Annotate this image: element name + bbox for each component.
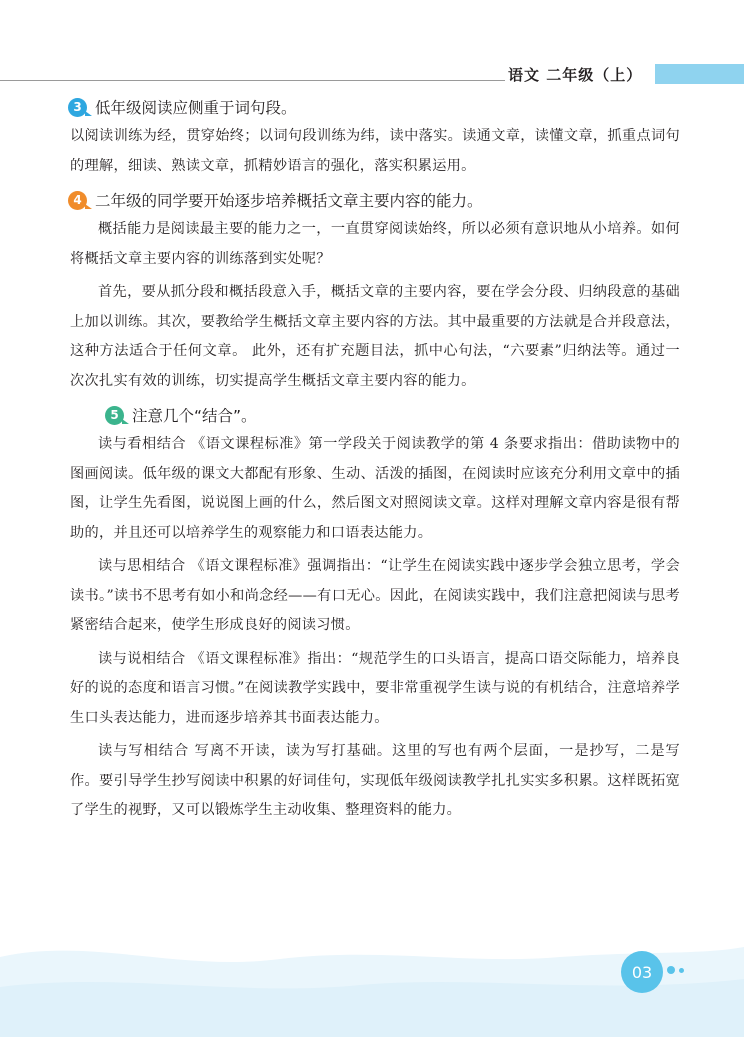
- page-number: 03: [621, 951, 663, 993]
- section-heading-5: [105, 400, 680, 430]
- page-body: [70, 92, 680, 830]
- header-rule: [0, 80, 505, 81]
- paragraph: 概括能力是阅读最主要的能力之一，一直贯穿阅读始终，所以必须有意识地从小培养。如何将概括文章主要内容的训练落到实处呢？: [70, 221, 680, 267]
- decorative-dot: [667, 966, 675, 974]
- section-number-badge: 3: [68, 98, 87, 117]
- section-heading-text: 低年级阅读应侧重于词句段。: [95, 99, 297, 117]
- header-color-bar: [655, 64, 744, 84]
- section-heading-text: 注意几个“结合”。: [132, 407, 257, 425]
- paragraph: 读与思相结合 《语文课程标准》强调指出：“让学生在阅读实践中逐步学会独立思考，学会读书。”读书不思考有如小和尚念经——有口无心。因此，在阅读实践中，我们注意把阅读与思考紧密结合起来，使学生形成良好的阅读习惯。: [70, 558, 680, 633]
- paragraph: 读与说相结合 《语文课程标准》指出：“规范学生的口头语言，提高口语交际能力，培养良好的说的态度和语言习惯。”在阅读教学实践中，要非常重视学生读与说的有机结合，注意培养学生口头表达能力，进而逐步培养其书面表达能力。: [70, 650, 680, 726]
- section-heading-3: [68, 92, 680, 122]
- paragraph: 首先，要从抓分段和概括段意入手，概括文章的主要内容，要在学会分段、归纳段意的基础上加以训练。其次，要教给学生概括文章主要内容的方法。其中最重要的方法就是合并段意法，这种方法适合于任何文章。 此外，还有扩充题目法，抓中心句法，“六要素”归纳法等。通过一次次扎实有效的训练，切实提高学生概括文章主要内容的能力。: [70, 284, 680, 389]
- section-heading-4: [68, 185, 680, 215]
- section-number-badge: 4: [68, 191, 87, 210]
- decorative-dot: [679, 968, 684, 973]
- paragraph: 读与看相结合 《语文课程标准》第一学段关于阅读教学的第 4 条要求指出：借助读物中的图画阅读。低年级的课文大都配有形象、生动、活泼的插图，在阅读时应该充分利用文章中的插图，让学生先看图，说说图上画的什么，然后图文对照阅读文章。这样对理解文章内容是很有帮助的，并且还可以培养学生的观察能力和口语表达能力。: [70, 436, 680, 541]
- header-title: 语文 二年级（上）: [508, 66, 643, 84]
- section-heading-text: 二年级的同学要开始逐步培养概括文章主要内容的能力。: [95, 192, 483, 210]
- paragraph: 以阅读训练为经，贯穿始终；以词句段训练为纬，读中落实。读通文章，读懂文章，抓重点词句的理解，细读、熟读文章，抓精妙语言的强化，落实积累运用。: [70, 128, 680, 174]
- section-number-badge: 5: [105, 406, 124, 425]
- paragraph: 读与写相结合 写离不开读，读为写打基础。这里的写也有两个层面，一是抄写，二是写作。要引导学生抄写阅读中积累的好词佳句，实现低年级阅读教学扎扎实实多积累。这样既拓宽了学生的视野，又可以锻炼学生主动收集、整理资料的能力。: [70, 743, 680, 818]
